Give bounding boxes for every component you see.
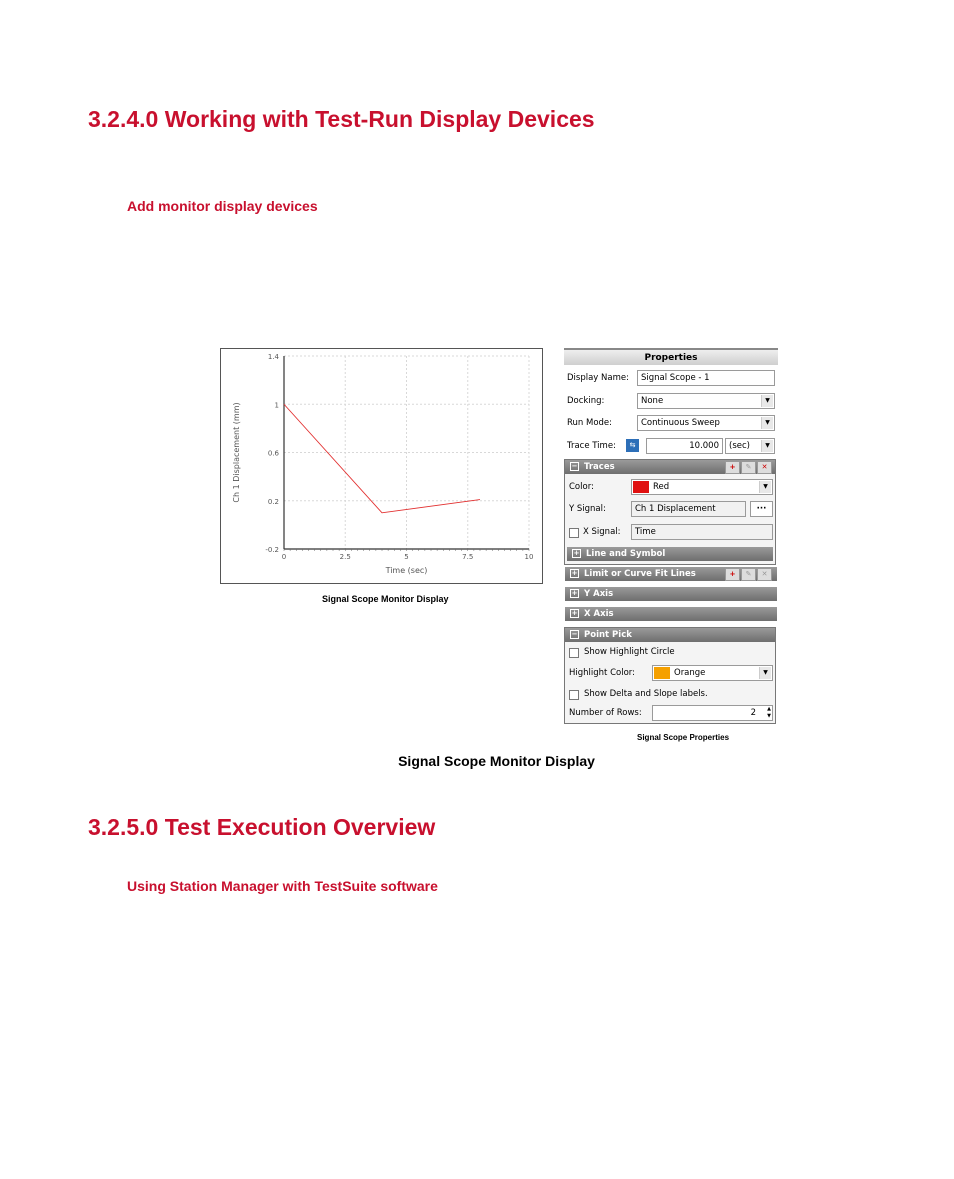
add-limit-icon[interactable]: + (725, 568, 740, 581)
y-signal-field[interactable]: Ch 1 Displacement (631, 501, 746, 517)
y-tick-label: 0.6 (267, 449, 279, 458)
limit-section-header[interactable] (565, 567, 777, 581)
highlight-color-swatch (654, 667, 670, 679)
properties-panel (564, 348, 778, 724)
limit-section-label: Limit or Curve Fit Lines (584, 569, 696, 579)
subheading-station-manager: Using Station Manager with TestSuite software (127, 878, 438, 894)
color-label: Color: (569, 482, 594, 492)
chart-caption: Signal Scope Monitor Display (322, 594, 449, 604)
traces-section-header[interactable] (565, 460, 775, 474)
browse-signal-button[interactable]: ··· (750, 501, 773, 517)
x-axis-section-label: X Axis (584, 609, 614, 619)
x-axis-label: Time (sec) (385, 566, 428, 575)
point-pick-group (564, 627, 776, 724)
y-signal-label: Y Signal: (569, 504, 606, 514)
number-rows-row (565, 702, 775, 724)
y-tick-label: -0.2 (265, 546, 279, 554)
run-mode-value: Continuous Sweep (641, 418, 720, 428)
series-line (284, 404, 480, 513)
x-signal-checkbox[interactable] (569, 528, 579, 538)
delete-limit-icon[interactable]: ✕ (757, 568, 772, 581)
y-axis-label: Ch 1 Displacement (mm) (232, 402, 241, 503)
color-row (565, 476, 775, 498)
show-delta-checkbox[interactable] (569, 690, 579, 700)
y-axis-section-header[interactable] (565, 587, 777, 601)
highlight-color-label: Highlight Color: (569, 668, 635, 678)
trace-time-input[interactable]: 10.000 (646, 438, 723, 454)
signal-scope-chart (220, 348, 543, 584)
traces-group (564, 459, 776, 565)
docking-value: None (641, 396, 664, 406)
expand-icon[interactable]: + (573, 549, 580, 557)
display-name-input[interactable]: Signal Scope - 1 (637, 370, 775, 386)
edit-trace-icon[interactable]: ✎ (741, 461, 756, 474)
traces-section-label: Traces (584, 462, 615, 472)
chevron-down-icon[interactable]: ▼ (759, 481, 771, 493)
point-pick-section-header[interactable] (565, 628, 775, 642)
chevron-down-icon[interactable]: ▼ (759, 667, 771, 679)
x-tick-label: 7.5 (462, 553, 474, 561)
show-highlight-row (565, 643, 775, 663)
run-mode-row (564, 412, 778, 434)
y-axis-section-label: Y Axis (584, 589, 614, 599)
x-tick-label: 5 (404, 553, 409, 561)
trace-time-unit-select[interactable] (725, 438, 775, 454)
x-tick-label: 0 (281, 553, 287, 561)
x-tick-label: 2.5 (339, 553, 351, 561)
collapse-icon[interactable]: − (571, 630, 578, 638)
trace-time-unit: (sec) (729, 441, 750, 451)
chevron-down-icon[interactable]: ▼ (761, 440, 773, 452)
spinner-icon[interactable]: ▲ ▼ (767, 706, 771, 719)
highlight-color-row (565, 662, 775, 684)
x-axis-section-header[interactable] (565, 607, 777, 621)
section-heading-test-execution: 3.2.5.0 Test Execution Overview (88, 814, 436, 840)
number-rows-input[interactable] (652, 705, 773, 721)
color-swatch (633, 481, 649, 493)
docking-select[interactable] (637, 393, 775, 409)
highlight-color-select[interactable] (652, 665, 773, 681)
x-signal-label: X Signal: (583, 527, 621, 537)
properties-caption: Signal Scope Properties (637, 733, 730, 742)
show-delta-label: Show Delta and Slope labels. (584, 689, 708, 699)
number-rows-label: Number of Rows: (569, 708, 642, 718)
color-select[interactable] (631, 479, 773, 495)
x-tick-label: 10 (524, 553, 534, 561)
chevron-down-icon[interactable]: ▼ (761, 395, 773, 407)
trace-time-row (564, 435, 778, 457)
variable-link-icon[interactable]: ⇆ (626, 439, 639, 452)
section-heading-display-devices: 3.2.4.0 Working with Test-Run Display Devices (88, 106, 595, 132)
line-symbol-section-header[interactable] (567, 547, 773, 561)
show-highlight-label: Show Highlight Circle (584, 647, 675, 657)
delete-trace-icon[interactable]: ✕ (757, 461, 772, 474)
expand-icon[interactable]: + (571, 589, 578, 597)
edit-limit-icon[interactable]: ✎ (741, 568, 756, 581)
point-pick-section-label: Point Pick (584, 630, 632, 640)
line-symbol-label: Line and Symbol (586, 549, 666, 559)
collapse-icon[interactable]: − (571, 462, 578, 470)
subheading-add-monitor: Add monitor display devices (127, 198, 318, 214)
show-highlight-checkbox[interactable] (569, 648, 579, 658)
y-tick-label: 1.4 (267, 353, 279, 361)
chart-canvas (221, 349, 542, 583)
add-trace-icon[interactable]: + (725, 461, 740, 474)
x-signal-field[interactable]: Time (631, 524, 773, 540)
run-mode-select[interactable] (637, 415, 775, 431)
x-signal-row (565, 521, 775, 543)
figure-caption: Signal Scope Monitor Display (398, 753, 595, 769)
color-value: Red (653, 482, 670, 492)
highlight-color-value: Orange (674, 668, 706, 678)
y-tick-label: 1 (274, 401, 279, 410)
display-name-row (564, 367, 778, 389)
docking-row (564, 390, 778, 412)
chevron-down-icon[interactable]: ▼ (761, 417, 773, 429)
number-rows-value: 2 (750, 708, 756, 718)
display-name-label: Display Name: (567, 373, 629, 383)
trace-time-label: Trace Time: (567, 441, 616, 451)
run-mode-label: Run Mode: (567, 418, 613, 428)
docking-label: Docking: (567, 396, 605, 406)
y-tick-label: 0.2 (267, 497, 279, 506)
y-signal-row (565, 498, 775, 520)
expand-icon[interactable]: + (571, 569, 578, 577)
expand-icon[interactable]: + (571, 609, 578, 617)
properties-title: Properties (564, 348, 778, 365)
